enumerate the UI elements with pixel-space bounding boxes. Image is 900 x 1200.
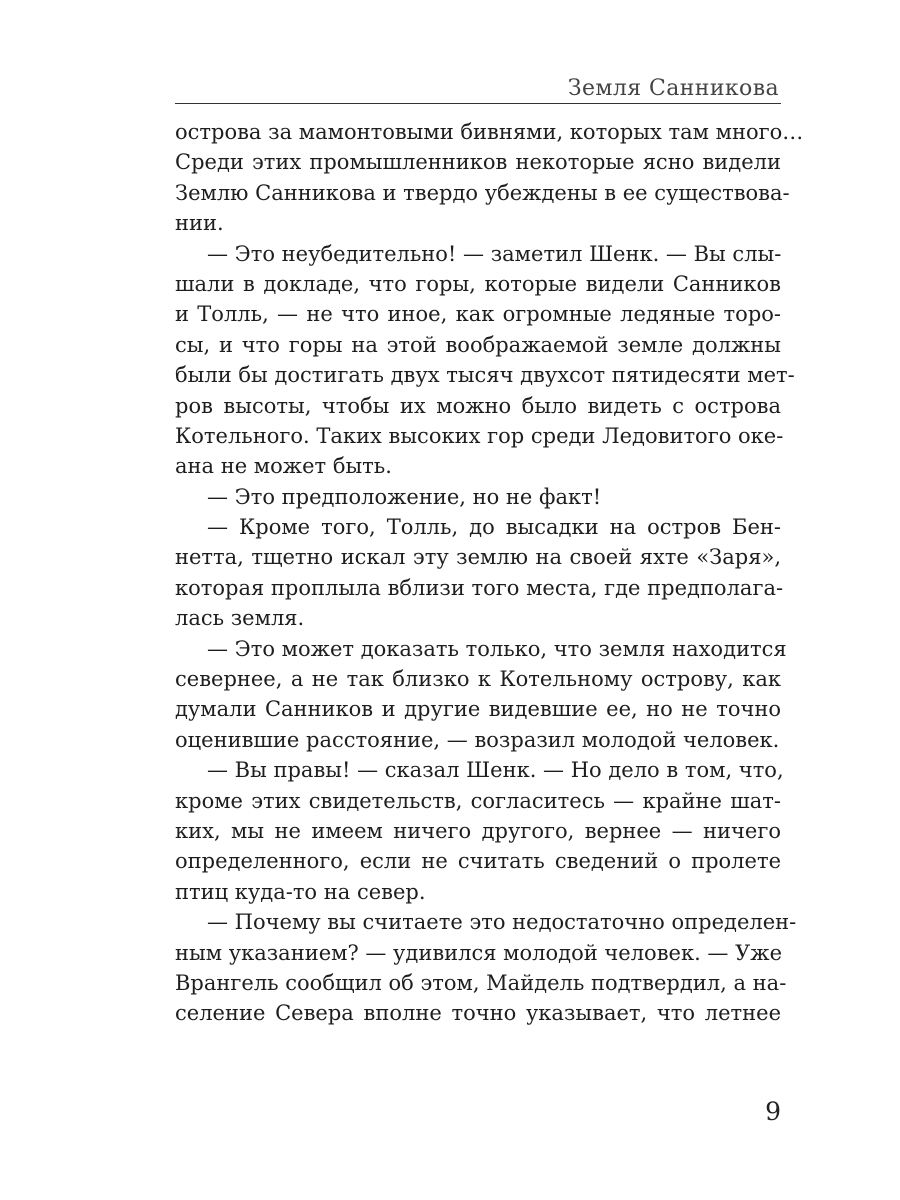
- text-line: — Вы правы! — сказал Шенк. — Но дело в том, что,: [207, 758, 784, 783]
- text-line: — Это неубедительно! — заметил Шенк. — Вы слы-: [207, 241, 782, 266]
- text-line: ких, мы не имеем ничего другого, вернее — ничего: [175, 818, 781, 843]
- text-line: были бы достигать двух тысяч двухсот пятидесяти мет-: [175, 363, 795, 388]
- text-line: определенного, если не считать сведений о пролете: [175, 849, 781, 874]
- header-rule: [175, 103, 781, 104]
- text-line: Землю Санникова и твердо убеждены в ее существова-: [175, 180, 790, 205]
- text-line: нии.: [175, 211, 224, 236]
- text-line: кроме этих свидетельств, согласитесь — крайне шат-: [175, 788, 781, 813]
- text-line: оценившие расстояние, — возразил молодой человек.: [175, 727, 780, 752]
- text-line: — Почему вы считаете это недостаточно определен-: [207, 910, 797, 935]
- text-line: лась земля.: [175, 606, 305, 631]
- text-line: Среди этих промышленников некоторые ясно видели: [175, 150, 781, 175]
- text-line: думали Санников и другие видевшие ее, но не точно: [175, 697, 781, 722]
- text-line: шали в докладе, что горы, которые видели Санников: [175, 271, 781, 296]
- text-line: — Кроме того, Толль, до высадки на остров Бен-: [207, 515, 781, 540]
- text-line: Врангель сообщил об этом, Майдель подтвердил, а на-: [175, 970, 787, 995]
- page-number: 9: [765, 1097, 781, 1126]
- text-line: ным указанием? — удивился молодой человек. — Уже: [175, 940, 783, 965]
- text-line: острова за мамонтовыми бивнями, которых там много…: [175, 120, 804, 144]
- text-line: сы, и что горы на этой воображаемой земле должны: [175, 332, 781, 357]
- text-line: и Толль, — не что иное, как огромные ледяные торо-: [175, 302, 781, 327]
- text-line: севернее, а не так близко к Котельному острову, как: [175, 667, 781, 692]
- text-line: нетта, тщетно искал эту землю на своей яхте «Заря»,: [175, 545, 781, 570]
- text-line: птиц куда-то на север.: [175, 879, 426, 904]
- text-line: которая проплыла вблизи того места, где предполага-: [175, 575, 784, 600]
- body-text: [175, 117, 804, 1029]
- text-line: селение Севера вполне точно указывает, что летнее: [175, 1001, 781, 1026]
- text-line: Котельного. Таких высоких гор среди Ледовитого оке-: [175, 423, 784, 448]
- text-line: ров высоты, чтобы их можно было видеть с острова: [175, 393, 781, 418]
- text-line: — Это предположение, но не факт!: [207, 484, 602, 509]
- text-line: ана не может быть.: [175, 454, 392, 479]
- text-line: — Это может доказать только, что земля находится: [207, 636, 787, 661]
- running-head-title: Земля Санникова: [567, 76, 779, 101]
